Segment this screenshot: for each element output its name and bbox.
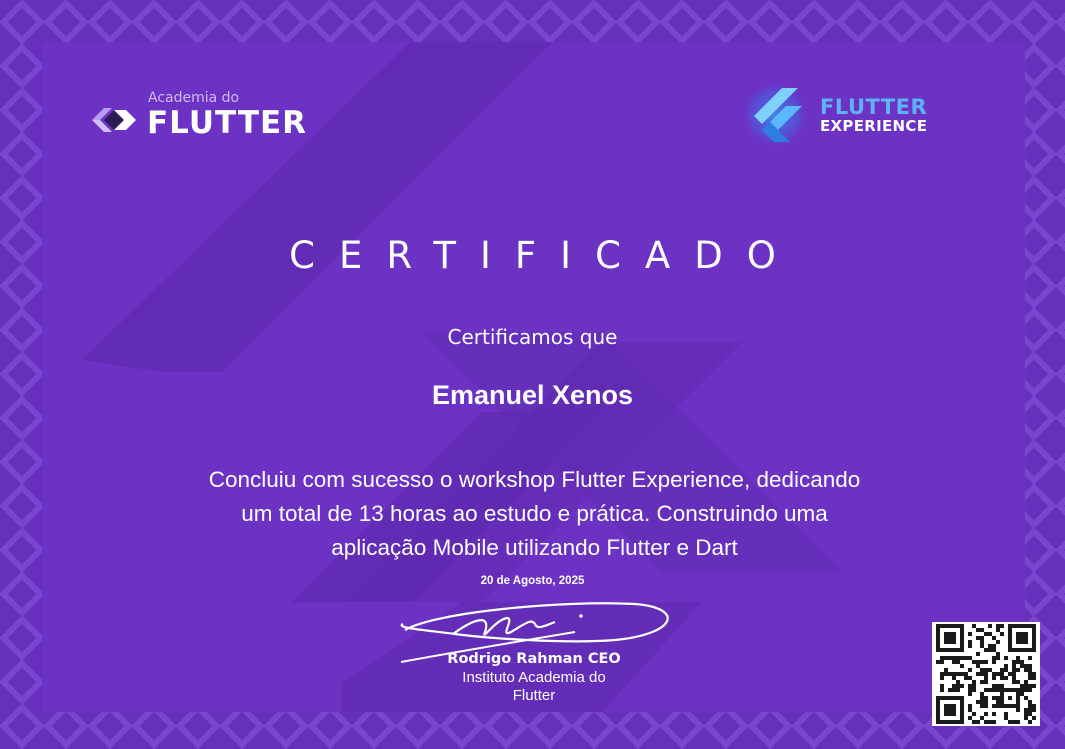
qr-module <box>1024 688 1028 692</box>
qr-module <box>952 684 956 688</box>
border-diamond <box>1060 4 1065 41</box>
qr-module <box>984 660 988 664</box>
qr-module <box>992 688 996 692</box>
qr-module <box>984 720 988 724</box>
qr-module <box>968 704 972 708</box>
certificate-description <box>112 463 957 565</box>
border-diamond <box>840 708 877 745</box>
qr-module <box>972 688 976 692</box>
qr-module <box>1004 712 1008 716</box>
border-diamond <box>488 708 525 745</box>
qr-module <box>1028 712 1032 716</box>
qr-module <box>1012 720 1016 724</box>
qr-module <box>1020 692 1024 696</box>
border-diamond <box>92 708 129 745</box>
qr-module <box>940 672 944 676</box>
border-diamond <box>1060 48 1065 85</box>
border-diamond <box>444 708 481 745</box>
qr-module <box>964 672 968 676</box>
border-diamond <box>268 4 305 41</box>
qr-module <box>968 684 972 688</box>
qr-module <box>936 660 940 664</box>
qr-module <box>944 704 956 716</box>
qr-module <box>960 684 964 688</box>
qr-module <box>1012 664 1016 668</box>
qr-module <box>1016 680 1020 684</box>
qr-module <box>972 680 976 684</box>
qr-module <box>944 656 948 660</box>
qr-module <box>1032 676 1036 680</box>
qr-module <box>1020 688 1024 692</box>
qr-module <box>980 640 984 644</box>
border-diamond <box>664 4 701 41</box>
qr-module <box>1012 660 1016 664</box>
qr-code-icon <box>936 624 1036 724</box>
qr-module <box>988 624 992 628</box>
qr-module <box>960 656 964 660</box>
qr-module <box>952 672 956 676</box>
qr-module <box>968 656 972 660</box>
qr-module <box>1024 664 1028 668</box>
qr-module <box>1032 708 1036 712</box>
qr-module <box>992 648 996 652</box>
border-diamond <box>1060 532 1065 569</box>
qr-module <box>948 672 952 676</box>
qr-module <box>988 644 992 648</box>
border-diamond <box>1060 708 1065 745</box>
certificate-title: CERTIFICADO <box>289 234 800 277</box>
qr-module <box>1016 660 1020 664</box>
border-diamond <box>4 532 41 569</box>
qr-module <box>1000 676 1004 680</box>
border-diamond <box>4 92 41 129</box>
qr-module <box>980 704 984 708</box>
qr-module <box>984 632 988 636</box>
border-diamond <box>796 4 833 41</box>
institute-name <box>434 669 634 705</box>
qr-module <box>940 660 944 664</box>
qr-module <box>948 656 952 660</box>
qr-module <box>1016 668 1020 672</box>
qr-module <box>988 668 992 672</box>
qr-module <box>992 720 996 724</box>
qr-module <box>984 704 988 708</box>
qr-module <box>1020 664 1024 668</box>
qr-module <box>968 640 972 644</box>
qr-module <box>980 660 984 664</box>
border-diamond <box>356 4 393 41</box>
qr-module <box>980 696 984 700</box>
academia-flutter-logo-icon <box>90 102 140 142</box>
qr-module <box>1028 700 1032 704</box>
qr-module <box>1024 680 1028 684</box>
qr-module <box>1004 676 1008 680</box>
border-diamond <box>312 708 349 745</box>
qr-module <box>976 660 980 664</box>
border-diamond <box>180 4 217 41</box>
academia-flutter-logo <box>90 88 350 144</box>
description-line: aplicação Mobile utilizando Flutter e Dart <box>331 535 738 560</box>
border-diamond <box>620 708 657 745</box>
qr-module <box>996 628 1000 632</box>
qr-module <box>1032 716 1036 720</box>
border-diamond <box>752 708 789 745</box>
qr-module <box>996 652 1000 656</box>
qr-module <box>1028 688 1032 692</box>
qr-module <box>976 720 980 724</box>
qr-module <box>960 664 964 668</box>
qr-module <box>992 696 996 700</box>
border-diamond <box>4 180 41 217</box>
recipient-name: Emanuel Xenos <box>431 380 634 410</box>
qr-module <box>984 672 988 676</box>
qr-module <box>984 700 988 704</box>
qr-module <box>1028 704 1032 708</box>
flutter-experience-logo <box>738 82 958 148</box>
qr-module <box>1016 720 1020 724</box>
qr-module <box>992 636 996 640</box>
border-diamond <box>180 708 217 745</box>
qr-module <box>988 648 992 652</box>
border-diamond <box>136 708 173 745</box>
qr-module <box>992 704 996 708</box>
border-diamond <box>356 708 393 745</box>
qr-module <box>1028 684 1032 688</box>
qr-module <box>1012 672 1016 676</box>
qr-module <box>968 692 972 696</box>
qr-module <box>1012 668 1016 672</box>
border-diamond <box>972 4 1009 41</box>
qr-module <box>940 688 944 692</box>
qr-module <box>1028 676 1032 680</box>
qr-module <box>960 672 964 676</box>
institute-line: Instituto Academia do <box>462 669 606 686</box>
qr-module <box>1028 664 1032 668</box>
qr-module <box>996 688 1000 692</box>
border-diamond <box>400 708 437 745</box>
qr-module <box>1024 708 1028 712</box>
description-line: um total de 13 horas ao estudo e prática. Construindo uma <box>241 501 828 526</box>
qr-module <box>980 636 984 640</box>
qr-module <box>968 644 972 648</box>
border-diamond <box>1060 180 1065 217</box>
qr-module <box>992 644 996 648</box>
qr-module <box>1008 672 1012 676</box>
qr-module <box>968 676 972 680</box>
qr-module <box>976 672 980 676</box>
qr-module <box>944 632 956 644</box>
qr-module <box>1008 720 1012 724</box>
qr-module <box>996 672 1000 676</box>
qr-module <box>1000 672 1004 676</box>
qr-module <box>996 624 1000 628</box>
qr-module <box>996 704 1000 708</box>
qr-module <box>980 716 984 720</box>
qr-module <box>952 688 956 692</box>
qr-module <box>1016 708 1020 712</box>
description-line: Concluiu com sucesso o workshop Flutter Experience, dedicando <box>208 467 861 492</box>
border-diamond <box>664 708 701 745</box>
academia-logo-big-text: FLUTTER <box>147 105 308 141</box>
qr-module <box>1024 684 1028 688</box>
qr-module <box>956 688 960 692</box>
qr-module <box>952 660 956 664</box>
border-diamond <box>796 708 833 745</box>
qr-module <box>996 684 1000 688</box>
border-diamond <box>224 708 261 745</box>
qr-module <box>964 656 968 660</box>
experience-logo-line2: EXPERIENCE <box>820 117 928 135</box>
qr-module <box>952 656 956 660</box>
qr-module <box>1004 664 1008 668</box>
border-diamond <box>532 708 569 745</box>
qr-module <box>984 688 988 692</box>
certificate-date: 20 de Agosto, 2025 <box>480 575 585 587</box>
border-diamond <box>4 708 41 745</box>
qr-module <box>1028 668 1032 672</box>
qr-module <box>988 720 992 724</box>
qr-module <box>984 676 988 680</box>
border-diamond <box>1060 488 1065 525</box>
qr-module <box>992 672 996 676</box>
qr-module <box>948 688 952 692</box>
qr-module <box>956 680 960 684</box>
certify-intro: Certificamos que <box>447 325 618 349</box>
border-diamond <box>576 4 613 41</box>
qr-module <box>940 684 944 688</box>
border-diamond <box>444 4 481 41</box>
qr-module <box>980 700 984 704</box>
qr-module <box>984 648 988 652</box>
qr-module <box>1024 712 1028 716</box>
border-diamond <box>4 48 41 85</box>
qr-module <box>956 660 960 664</box>
border-diamond <box>1060 664 1065 701</box>
qr-module <box>1012 680 1016 684</box>
qr-module <box>968 708 972 712</box>
qr-module <box>1000 684 1004 688</box>
qr-module <box>1008 696 1012 700</box>
border-diamond <box>1060 92 1065 129</box>
qr-module <box>980 628 984 632</box>
qr-module <box>1032 672 1036 676</box>
border-diamond <box>532 4 569 41</box>
qr-module <box>1004 656 1008 660</box>
qr-module <box>968 716 972 720</box>
border-diamond <box>4 488 41 525</box>
qr-module <box>964 676 968 680</box>
qr-module <box>1028 720 1032 724</box>
qr-module <box>1016 632 1028 644</box>
qr-module <box>976 664 980 668</box>
qr-module <box>968 688 972 692</box>
border-diamond <box>620 4 657 41</box>
qr-module <box>944 672 948 676</box>
qr-module <box>992 656 996 660</box>
experience-logo-line1: FLUTTER <box>820 95 928 119</box>
qr-module <box>976 636 980 640</box>
border-diamond <box>48 708 85 745</box>
academia-logo-small-text: Academia do <box>148 90 240 106</box>
border-diamond <box>48 4 85 41</box>
qr-module <box>1028 708 1032 712</box>
border-diamond <box>4 664 41 701</box>
qr-module <box>1004 668 1008 672</box>
qr-module <box>1016 656 1020 660</box>
border-diamond <box>4 444 41 481</box>
qr-module <box>956 656 960 660</box>
qr-module <box>972 684 976 688</box>
qr-module <box>952 676 956 680</box>
qr-module <box>1028 672 1032 676</box>
border-diamond <box>136 4 173 41</box>
qr-module <box>992 684 996 688</box>
border-diamond <box>884 708 921 745</box>
qr-module <box>996 700 1000 704</box>
qr-module <box>1000 668 1004 672</box>
qr-module <box>984 680 988 684</box>
qr-module <box>944 668 948 672</box>
border-diamond <box>224 4 261 41</box>
border-diamond <box>708 4 745 41</box>
qr-module <box>968 668 972 672</box>
qr-module <box>1032 704 1036 708</box>
qr-module <box>976 652 980 656</box>
qr-module <box>1000 624 1004 628</box>
qr-module <box>984 712 988 716</box>
qr-module <box>1000 632 1004 636</box>
qr-module <box>1004 716 1008 720</box>
qr-module <box>972 720 976 724</box>
qr-module <box>980 668 984 672</box>
qr-module <box>972 712 976 716</box>
qr-module <box>972 624 976 628</box>
qr-module <box>1020 660 1024 664</box>
signer-name: Rodrigo Rahman CEO <box>447 651 621 667</box>
border-diamond <box>708 708 745 745</box>
border-diamond <box>488 4 525 41</box>
border-diamond <box>1060 444 1065 481</box>
qr-module <box>972 660 976 664</box>
qr-module <box>968 632 972 636</box>
qr-module <box>940 656 944 660</box>
border-diamond <box>576 708 613 745</box>
border-diamond <box>884 4 921 41</box>
qr-module <box>988 688 992 692</box>
institute-line: Flutter <box>512 687 556 704</box>
qr-module <box>956 672 960 676</box>
qr-module <box>992 676 996 680</box>
qr-module <box>1024 696 1028 700</box>
border-diamond <box>400 4 437 41</box>
qr-module <box>992 660 996 664</box>
border-diamond <box>92 4 129 41</box>
border-diamond <box>312 4 349 41</box>
qr-module <box>1028 656 1032 660</box>
qr-module <box>956 684 960 688</box>
qr-module <box>980 692 984 696</box>
border-diamond <box>4 136 41 173</box>
border-diamond <box>752 4 789 41</box>
qr-module <box>996 696 1000 700</box>
border-diamond <box>4 4 41 41</box>
qr-module <box>992 712 996 716</box>
qr-module <box>976 700 980 704</box>
border-diamond <box>1016 4 1053 41</box>
qr-module <box>940 676 944 680</box>
border-diamond <box>1060 136 1065 173</box>
qr-module <box>996 640 1000 644</box>
flutter-experience-logo-icon <box>738 82 816 148</box>
border-diamond <box>268 708 305 745</box>
qr-module <box>976 628 980 632</box>
qr-code[interactable] <box>932 622 1040 726</box>
qr-module <box>984 696 988 700</box>
qr-module <box>980 644 984 648</box>
qr-module <box>984 668 988 672</box>
qr-module <box>1012 676 1016 680</box>
qr-module <box>980 672 984 676</box>
qr-module <box>996 656 1000 660</box>
qr-module <box>980 680 984 684</box>
qr-module <box>1024 716 1028 720</box>
qr-module <box>988 632 992 636</box>
border-diamond <box>928 4 965 41</box>
qr-module <box>1020 684 1024 688</box>
border-diamond <box>840 4 877 41</box>
qr-module <box>1024 668 1028 672</box>
qr-module <box>1032 684 1036 688</box>
